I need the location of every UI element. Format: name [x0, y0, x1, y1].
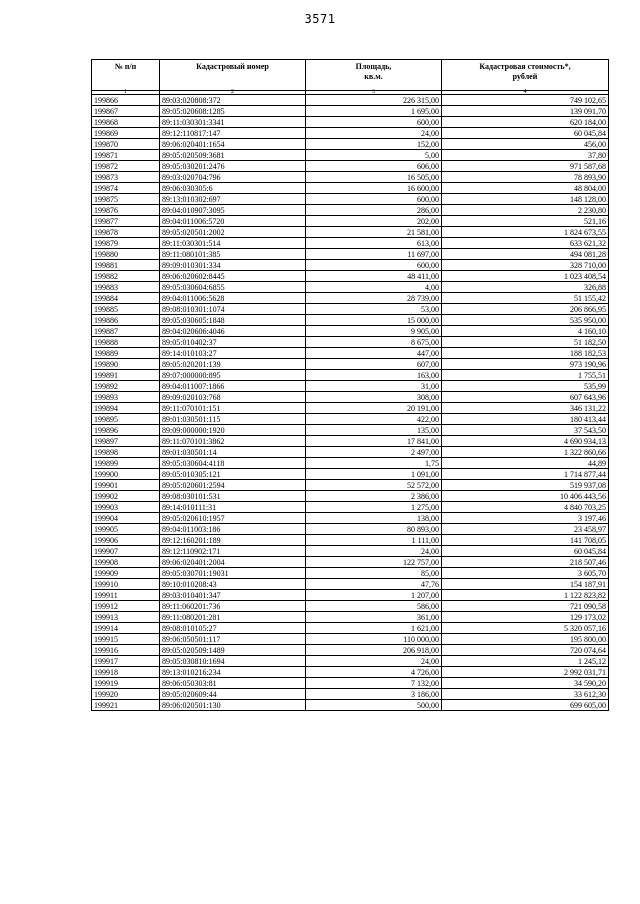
area-value: 1 111,00	[306, 535, 442, 546]
table-row	[92, 612, 609, 623]
header-cadastral-value	[442, 60, 609, 91]
table-row	[92, 502, 609, 513]
cadastral-value: 4 690 934,13	[442, 436, 609, 447]
cadastral-value: 141 708,05	[442, 535, 609, 546]
area-value: 2 386,00	[306, 491, 442, 502]
row-number: 199888	[92, 337, 160, 348]
column-number: 4	[442, 91, 609, 95]
area-value: 52 572,00	[306, 480, 442, 491]
header-area	[306, 60, 442, 91]
area-value: 152,00	[306, 139, 442, 150]
cadastral-value: 218 507,46	[442, 557, 609, 568]
row-number: 199878	[92, 227, 160, 238]
table-row	[92, 414, 609, 425]
column-number: 3	[306, 91, 442, 95]
table-row	[92, 590, 609, 601]
area-value: 5,00	[306, 150, 442, 161]
row-number: 199886	[92, 315, 160, 326]
cadastral-value: 4 840 703,25	[442, 502, 609, 513]
cadastral-value: 37 543,50	[442, 425, 609, 436]
cadastral-value: 749 102,65	[442, 95, 609, 106]
area-value: 1 275,00	[306, 502, 442, 513]
row-number: 199898	[92, 447, 160, 458]
cadastral-value: 721 090,58	[442, 601, 609, 612]
cadastral-number: 89:08:010301:1074	[160, 304, 306, 315]
area-value: 586,00	[306, 601, 442, 612]
area-value: 80 893,00	[306, 524, 442, 535]
area-value: 202,00	[306, 216, 442, 227]
cadastral-number: 89:01:030501:14	[160, 447, 306, 458]
row-number: 199913	[92, 612, 160, 623]
row-number: 199917	[92, 656, 160, 667]
page-number: 3571	[304, 12, 336, 26]
row-number: 199887	[92, 326, 160, 337]
cadastral-number: 89:09:010301:334	[160, 260, 306, 271]
cadastral-value: 699 605,00	[442, 700, 609, 711]
cadastral-value: 2 992 031,71	[442, 667, 609, 678]
table-row	[92, 293, 609, 304]
cadastral-value: 326,88	[442, 282, 609, 293]
cadastral-number: 89:05:030810:1694	[160, 656, 306, 667]
cadastral-value: 1 824 673,55	[442, 227, 609, 238]
cadastral-number: 89:05:030605:1848	[160, 315, 306, 326]
area-value: 11 697,00	[306, 249, 442, 260]
cadastral-number: 89:12:110902:171	[160, 546, 306, 557]
row-number: 199896	[92, 425, 160, 436]
cadastral-number: 89:07:000000:895	[160, 370, 306, 381]
row-number: 199882	[92, 271, 160, 282]
header-cadastral-number-label: Кадастровый номер	[196, 62, 269, 71]
table-row	[92, 216, 609, 227]
cadastral-number: 89:05:020610:1957	[160, 513, 306, 524]
row-number: 199910	[92, 579, 160, 590]
cadastral-value: 60 045,84	[442, 546, 609, 557]
cadastral-number: 89:11:080201:281	[160, 612, 306, 623]
row-number: 199895	[92, 414, 160, 425]
cadastral-number: 89:11:080101:385	[160, 249, 306, 260]
row-number: 199912	[92, 601, 160, 612]
cadastral-value: 37,80	[442, 150, 609, 161]
cadastral-value: 1 322 860,66	[442, 447, 609, 458]
area-value: 21 581,00	[306, 227, 442, 238]
table-row	[92, 315, 609, 326]
cadastral-number: 89:05:020609:44	[160, 689, 306, 700]
area-value: 135,00	[306, 425, 442, 436]
table-row	[92, 469, 609, 480]
row-number: 199867	[92, 106, 160, 117]
table-row	[92, 447, 609, 458]
table-row	[92, 150, 609, 161]
cadastral-number: 89:05:030201:2476	[160, 161, 306, 172]
area-value: 600,00	[306, 260, 442, 271]
cadastral-value: 519 937,08	[442, 480, 609, 491]
cadastral-number: 89:13:010216:234	[160, 667, 306, 678]
cadastral-number: 89:06:020401:2004	[160, 557, 306, 568]
cadastral-value: 195 800,00	[442, 634, 609, 645]
cadastral-value: 607 643,96	[442, 392, 609, 403]
cadastral-value: 148 128,00	[442, 194, 609, 205]
area-value: 613,00	[306, 238, 442, 249]
table-row	[92, 238, 609, 249]
row-number: 199904	[92, 513, 160, 524]
row-number: 199905	[92, 524, 160, 535]
row-number: 199919	[92, 678, 160, 689]
cadastral-number: 89:03:020704:796	[160, 172, 306, 183]
cadastral-value: 3 605,70	[442, 568, 609, 579]
table-row	[92, 326, 609, 337]
row-number: 199884	[92, 293, 160, 304]
cadastral-value: 971 587,68	[442, 161, 609, 172]
cadastral-value: 720 074,64	[442, 645, 609, 656]
cadastral-value: 456,00	[442, 139, 609, 150]
row-number: 199872	[92, 161, 160, 172]
cadastral-value: 48 804,00	[442, 183, 609, 194]
table-row	[92, 524, 609, 535]
row-number: 199876	[92, 205, 160, 216]
cadastral-value: 3 197,46	[442, 513, 609, 524]
table-row	[92, 579, 609, 590]
cadastral-number: 89:04:011006:5720	[160, 216, 306, 227]
cadastral-number: 89:14:010111:31	[160, 502, 306, 513]
area-value: 4,00	[306, 282, 442, 293]
area-value: 7 132,00	[306, 678, 442, 689]
row-number: 199908	[92, 557, 160, 568]
cadastral-number: 89:06:020501:130	[160, 700, 306, 711]
cadastral-number: 89:05:010305:121	[160, 469, 306, 480]
table-row	[92, 348, 609, 359]
area-value: 24,00	[306, 546, 442, 557]
cadastral-number: 89:04:020606:4046	[160, 326, 306, 337]
cadastral-value: 180 413,44	[442, 414, 609, 425]
table-row	[92, 260, 609, 271]
row-number: 199909	[92, 568, 160, 579]
table-row	[92, 282, 609, 293]
cadastral-number: 89:06:050501:117	[160, 634, 306, 645]
area-value: 15 000,00	[306, 315, 442, 326]
table-row	[92, 161, 609, 172]
area-value: 85,00	[306, 568, 442, 579]
row-number: 199901	[92, 480, 160, 491]
cadastral-value: 10 406 443,56	[442, 491, 609, 502]
area-value: 31,00	[306, 381, 442, 392]
row-number: 199911	[92, 590, 160, 601]
area-value: 308,00	[306, 392, 442, 403]
header-value-line2: рублей	[512, 72, 538, 81]
cadastral-value: 78 893,90	[442, 172, 609, 183]
cadastral-number: 89:12:160201:189	[160, 535, 306, 546]
row-number: 199873	[92, 172, 160, 183]
table-row	[92, 139, 609, 150]
table-row	[92, 183, 609, 194]
table-row	[92, 359, 609, 370]
table-row	[92, 480, 609, 491]
area-value: 600,00	[306, 117, 442, 128]
cadastral-number: 89:08:030101:531	[160, 491, 306, 502]
table-row	[92, 535, 609, 546]
area-value: 607,00	[306, 359, 442, 370]
table-row	[92, 403, 609, 414]
row-number: 199875	[92, 194, 160, 205]
area-value: 138,00	[306, 513, 442, 524]
cadastral-number: 89:06:020602:8445	[160, 271, 306, 282]
table-row	[92, 623, 609, 634]
area-value: 500,00	[306, 700, 442, 711]
cadastral-number: 89:09:020103:768	[160, 392, 306, 403]
area-value: 53,00	[306, 304, 442, 315]
row-number: 199900	[92, 469, 160, 480]
cadastral-number: 89:11:030301:3341	[160, 117, 306, 128]
cadastral-value: 154 187,91	[442, 579, 609, 590]
table-body	[92, 95, 609, 711]
cadastral-value: 51 155,42	[442, 293, 609, 304]
area-value: 47,76	[306, 579, 442, 590]
cadastral-value: 33 612,30	[442, 689, 609, 700]
cadastral-value: 346 131,22	[442, 403, 609, 414]
cadastral-value: 1 023 408,54	[442, 271, 609, 282]
area-value: 286,00	[306, 205, 442, 216]
cadastral-number: 89:11:070101:3862	[160, 436, 306, 447]
area-value: 1 621,00	[306, 623, 442, 634]
table-row	[92, 645, 609, 656]
cadastral-number: 89:14:010103:27	[160, 348, 306, 359]
cadastral-value: 139 091,70	[442, 106, 609, 117]
row-number: 199893	[92, 392, 160, 403]
table-row	[92, 689, 609, 700]
cadastral-number: 89:03:020808:372	[160, 95, 306, 106]
row-number: 199879	[92, 238, 160, 249]
row-number: 199881	[92, 260, 160, 271]
table-row	[92, 546, 609, 557]
table-row	[92, 656, 609, 667]
area-value: 9 905,00	[306, 326, 442, 337]
column-number: 1	[92, 91, 160, 95]
cadastral-number: 89:04:011003:186	[160, 524, 306, 535]
cadastral-number: 89:04:011007:1866	[160, 381, 306, 392]
row-number: 199870	[92, 139, 160, 150]
area-value: 361,00	[306, 612, 442, 623]
header-area-line2: кв.м.	[364, 72, 383, 81]
area-value: 1,75	[306, 458, 442, 469]
table-row	[92, 458, 609, 469]
table-row	[92, 601, 609, 612]
area-value: 226 315,00	[306, 95, 442, 106]
cadastral-value: 129 173,02	[442, 612, 609, 623]
area-value: 110 000,00	[306, 634, 442, 645]
area-value: 447,00	[306, 348, 442, 359]
header-value-line1: Кадастровая стоимость*,	[479, 62, 571, 71]
table-row	[92, 194, 609, 205]
row-number: 199918	[92, 667, 160, 678]
cadastral-number: 89:05:020501:2002	[160, 227, 306, 238]
table-row	[92, 557, 609, 568]
area-value: 422,00	[306, 414, 442, 425]
row-number: 199883	[92, 282, 160, 293]
cadastral-number: 89:06:050303:81	[160, 678, 306, 689]
table-row	[92, 271, 609, 282]
area-value: 2 497,00	[306, 447, 442, 458]
row-number: 199877	[92, 216, 160, 227]
table-row	[92, 106, 609, 117]
cadastral-number: 89:05:030604:6855	[160, 282, 306, 293]
cadastral-number: 89:11:030301:514	[160, 238, 306, 249]
table-row	[92, 249, 609, 260]
cadastral-value: 188 182,53	[442, 348, 609, 359]
cadastral-number: 89:04:010907:3095	[160, 205, 306, 216]
cadastral-number: 89:06:020401:1654	[160, 139, 306, 150]
area-value: 16 505,00	[306, 172, 442, 183]
cadastral-value: 535,99	[442, 381, 609, 392]
cadastral-value: 973 190,96	[442, 359, 609, 370]
row-number: 199916	[92, 645, 160, 656]
cadastral-value: 60 045,84	[442, 128, 609, 139]
cadastral-number: 89:12:110817:147	[160, 128, 306, 139]
cadastral-value: 328 710,00	[442, 260, 609, 271]
cadastral-number: 89:11:070101:151	[160, 403, 306, 414]
cadastral-value: 34 590,20	[442, 678, 609, 689]
row-number: 199890	[92, 359, 160, 370]
table-row	[92, 425, 609, 436]
area-value: 122 757,00	[306, 557, 442, 568]
area-value: 24,00	[306, 128, 442, 139]
header-number-label: № п/п	[114, 62, 137, 71]
cadastral-number: 89:03:010401:347	[160, 590, 306, 601]
row-number: 199902	[92, 491, 160, 502]
area-value: 163,00	[306, 370, 442, 381]
cadastral-value: 620 184,00	[442, 117, 609, 128]
cadastral-number: 89:05:020608:1285	[160, 106, 306, 117]
area-value: 1 207,00	[306, 590, 442, 601]
area-value: 600,00	[306, 194, 442, 205]
row-number: 199892	[92, 381, 160, 392]
cadastral-value: 23 458,97	[442, 524, 609, 535]
area-value: 3 186,00	[306, 689, 442, 700]
row-number: 199897	[92, 436, 160, 447]
row-number: 199920	[92, 689, 160, 700]
column-number: 2	[160, 91, 306, 95]
cadastral-number: 89:08:010105:27	[160, 623, 306, 634]
cadastral-value: 1 245,12	[442, 656, 609, 667]
cadastral-number: 89:05:030604:4118	[160, 458, 306, 469]
area-value: 4 726,00	[306, 667, 442, 678]
cadastral-value: 1 122 823,82	[442, 590, 609, 601]
cadastral-number: 89:09:000000:1920	[160, 425, 306, 436]
row-number: 199889	[92, 348, 160, 359]
cadastral-value: 1 714 877,44	[442, 469, 609, 480]
table-row	[92, 381, 609, 392]
table-row	[92, 128, 609, 139]
table-row	[92, 568, 609, 579]
row-number: 199880	[92, 249, 160, 260]
row-number: 199868	[92, 117, 160, 128]
cadastral-value: 535 950,00	[442, 315, 609, 326]
cadastral-number: 89:05:020201:139	[160, 359, 306, 370]
table-row	[92, 392, 609, 403]
table-row	[92, 370, 609, 381]
area-value: 24,00	[306, 656, 442, 667]
table-row	[92, 436, 609, 447]
cadastral-number: 89:05:020509:1489	[160, 645, 306, 656]
cadastral-table	[91, 59, 609, 711]
table-row	[92, 172, 609, 183]
table-row	[92, 205, 609, 216]
table-row	[92, 304, 609, 315]
table-row	[92, 700, 609, 711]
row-number: 199866	[92, 95, 160, 106]
area-value: 28 739,00	[306, 293, 442, 304]
row-number: 199869	[92, 128, 160, 139]
cadastral-value: 5 320 057,16	[442, 623, 609, 634]
area-value: 606,00	[306, 161, 442, 172]
area-value: 8 675,00	[306, 337, 442, 348]
area-value: 20 191,00	[306, 403, 442, 414]
cadastral-number: 89:01:030501:115	[160, 414, 306, 425]
row-number: 199899	[92, 458, 160, 469]
cadastral-number: 89:06:030305:6	[160, 183, 306, 194]
cadastral-number: 89:13:010302:697	[160, 194, 306, 205]
cadastral-number: 89:10:010208:43	[160, 579, 306, 590]
area-value: 1 091,00	[306, 469, 442, 480]
row-number: 199903	[92, 502, 160, 513]
row-number: 199891	[92, 370, 160, 381]
row-number: 199915	[92, 634, 160, 645]
cadastral-value: 44,89	[442, 458, 609, 469]
cadastral-number: 89:04:011006:5628	[160, 293, 306, 304]
cadastral-number: 89:05:020601:2594	[160, 480, 306, 491]
table-row	[92, 117, 609, 128]
area-value: 1 695,00	[306, 106, 442, 117]
header-cadastral-number	[160, 60, 306, 91]
cadastral-value: 2 230,80	[442, 205, 609, 216]
row-number: 199894	[92, 403, 160, 414]
cadastral-value: 1 755,51	[442, 370, 609, 381]
area-value: 16 600,00	[306, 183, 442, 194]
cadastral-number: 89:05:020509:3681	[160, 150, 306, 161]
table-row	[92, 337, 609, 348]
table-row	[92, 634, 609, 645]
table-row	[92, 227, 609, 238]
table-row	[92, 491, 609, 502]
cadastral-value: 521,16	[442, 216, 609, 227]
table-row	[92, 667, 609, 678]
row-number: 199871	[92, 150, 160, 161]
area-value: 206 918,00	[306, 645, 442, 656]
cadastral-number: 89:11:060201:736	[160, 601, 306, 612]
row-number: 199921	[92, 700, 160, 711]
cadastral-value: 4 160,10	[442, 326, 609, 337]
cadastral-value: 51 182,50	[442, 337, 609, 348]
cadastral-value: 494 081,28	[442, 249, 609, 260]
table-header-row	[92, 60, 609, 91]
row-number: 199906	[92, 535, 160, 546]
row-number: 199907	[92, 546, 160, 557]
cadastral-number: 89:05:010402:37	[160, 337, 306, 348]
cadastral-value: 633 621,32	[442, 238, 609, 249]
area-value: 17 841,00	[306, 436, 442, 447]
table-row	[92, 513, 609, 524]
table-row	[92, 95, 609, 106]
row-number: 199885	[92, 304, 160, 315]
header-number	[92, 60, 160, 91]
cadastral-value: 206 866,95	[442, 304, 609, 315]
cadastral-number: 89:05:030701:19031	[160, 568, 306, 579]
row-number: 199914	[92, 623, 160, 634]
table-row	[92, 678, 609, 689]
header-area-line1: Площадь,	[355, 62, 392, 71]
area-value: 48 411,00	[306, 271, 442, 282]
row-number: 199874	[92, 183, 160, 194]
